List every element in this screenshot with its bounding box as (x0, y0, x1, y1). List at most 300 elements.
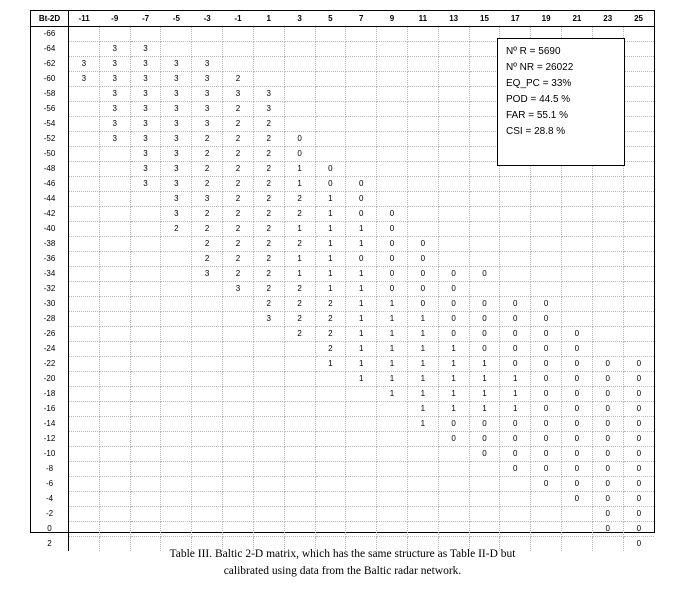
matrix-cell (592, 192, 623, 207)
matrix-cell: 0 (377, 222, 408, 237)
row-label: -18 (31, 387, 69, 402)
matrix-cell (284, 417, 315, 432)
matrix-cell (438, 252, 469, 267)
matrix-cell (192, 477, 223, 492)
matrix-cell (69, 147, 100, 162)
matrix-cell (69, 387, 100, 402)
matrix-cell (223, 357, 254, 372)
matrix-cell (192, 507, 223, 522)
matrix-cell (377, 117, 408, 132)
statistics-box (497, 38, 625, 166)
matrix-cell (130, 282, 161, 297)
row-label: -64 (31, 42, 69, 57)
matrix-cell (500, 522, 531, 537)
row-label: -54 (31, 117, 69, 132)
matrix-cell (284, 27, 315, 42)
matrix-cell (99, 507, 130, 522)
matrix-cell (346, 522, 377, 537)
matrix-cell (130, 252, 161, 267)
matrix-cell (69, 312, 100, 327)
matrix-cell (438, 27, 469, 42)
matrix-cell (377, 477, 408, 492)
matrix-cell (192, 27, 223, 42)
matrix-cell (284, 72, 315, 87)
matrix-cell: 3 (192, 192, 223, 207)
matrix-cell (161, 492, 192, 507)
matrix-cell (69, 462, 100, 477)
matrix-cell: 3 (161, 117, 192, 132)
matrix-cell: 2 (223, 162, 254, 177)
matrix-cell (161, 507, 192, 522)
matrix-cell: 1 (438, 402, 469, 417)
matrix-cell (500, 477, 531, 492)
matrix-cell (469, 102, 500, 117)
matrix-cell: 3 (99, 87, 130, 102)
matrix-cell (253, 72, 284, 87)
matrix-cell (407, 207, 438, 222)
matrix-cell (623, 207, 654, 222)
matrix-cell: 2 (253, 192, 284, 207)
matrix-cell: 2 (253, 147, 284, 162)
matrix-cell (99, 372, 130, 387)
matrix-cell (253, 507, 284, 522)
matrix-cell (500, 207, 531, 222)
row-label: -66 (31, 27, 69, 42)
matrix-cell (469, 282, 500, 297)
matrix-cell (469, 192, 500, 207)
matrix-cell: 0 (438, 312, 469, 327)
matrix-cell (192, 492, 223, 507)
matrix-cell: 3 (192, 57, 223, 72)
matrix-cell: 0 (500, 342, 531, 357)
matrix-cell: 0 (469, 327, 500, 342)
matrix-cell: 0 (500, 447, 531, 462)
matrix-cell (623, 57, 654, 72)
matrix-cell (407, 117, 438, 132)
matrix-cell (469, 507, 500, 522)
matrix-cell (623, 252, 654, 267)
matrix-cell (99, 432, 130, 447)
col-header: 5 (315, 11, 346, 27)
matrix-cell: 3 (192, 117, 223, 132)
col-header: 25 (623, 11, 654, 27)
matrix-cell (130, 237, 161, 252)
matrix-cell (346, 57, 377, 72)
matrix-cell (99, 357, 130, 372)
matrix-cell (469, 177, 500, 192)
matrix-cell (469, 522, 500, 537)
matrix-cell (407, 432, 438, 447)
matrix-cell: 0 (562, 417, 593, 432)
matrix-cell (346, 132, 377, 147)
matrix-cell (284, 477, 315, 492)
matrix-cell (253, 42, 284, 57)
matrix-cell (592, 207, 623, 222)
matrix-cell: 0 (315, 162, 346, 177)
matrix-cell (161, 282, 192, 297)
matrix-cell: 3 (161, 87, 192, 102)
matrix-cell (130, 417, 161, 432)
matrix-cell: 0 (562, 402, 593, 417)
matrix-cell (223, 27, 254, 42)
matrix-cell: 0 (346, 207, 377, 222)
matrix-cell (315, 402, 346, 417)
matrix-cell: 0 (531, 312, 562, 327)
matrix-cell: 1 (407, 402, 438, 417)
matrix-cell: 1 (346, 297, 377, 312)
row-label: -28 (31, 312, 69, 327)
matrix-cell: 0 (346, 177, 377, 192)
matrix-cell (161, 267, 192, 282)
matrix-cell (253, 462, 284, 477)
matrix-cell: 2 (223, 252, 254, 267)
matrix-cell: 3 (99, 57, 130, 72)
matrix-cell (130, 267, 161, 282)
matrix-cell: 0 (562, 372, 593, 387)
matrix-cell: 3 (161, 192, 192, 207)
col-header: -3 (192, 11, 223, 27)
matrix-cell (623, 267, 654, 282)
matrix-row (31, 357, 654, 372)
matrix-cell (192, 462, 223, 477)
matrix-cell: 2 (161, 222, 192, 237)
stat-line-pod: POD = 44.5 % (506, 94, 571, 105)
matrix-cell (346, 507, 377, 522)
col-header: 15 (469, 11, 500, 27)
row-label: -48 (31, 162, 69, 177)
matrix-cell (469, 492, 500, 507)
matrix-cell (500, 237, 531, 252)
matrix-cell (407, 132, 438, 147)
matrix-cell: 0 (438, 282, 469, 297)
matrix-cell (253, 357, 284, 372)
matrix-cell (346, 27, 377, 42)
matrix-cell (161, 432, 192, 447)
matrix-cell (130, 327, 161, 342)
matrix-cell (469, 207, 500, 222)
matrix-cell: 3 (130, 57, 161, 72)
matrix-cell: 3 (69, 72, 100, 87)
matrix-cell: 0 (623, 522, 654, 537)
stat-line-nr-nr: Nº NR = 26022 (506, 62, 574, 73)
matrix-cell (500, 252, 531, 267)
matrix-cell: 2 (284, 327, 315, 342)
matrix-cell (284, 432, 315, 447)
matrix-cell: 2 (284, 282, 315, 297)
matrix-cell: 1 (469, 372, 500, 387)
matrix-cell (407, 162, 438, 177)
matrix-cell: 0 (469, 312, 500, 327)
matrix-cell: 1 (407, 312, 438, 327)
matrix-cell: 2 (253, 297, 284, 312)
matrix-cell: 3 (130, 72, 161, 87)
matrix-cell (99, 477, 130, 492)
col-header: -11 (69, 11, 100, 27)
matrix-cell: 0 (592, 417, 623, 432)
row-label: -44 (31, 192, 69, 207)
matrix-cell (438, 177, 469, 192)
matrix-row (31, 417, 654, 432)
matrix-cell (223, 342, 254, 357)
matrix-cell (223, 447, 254, 462)
matrix-cell (315, 462, 346, 477)
matrix-cell: 3 (99, 117, 130, 132)
col-header: 7 (346, 11, 377, 27)
matrix-cell: 2 (253, 222, 284, 237)
matrix-cell (315, 57, 346, 72)
row-label: -14 (31, 417, 69, 432)
matrix-row (31, 432, 654, 447)
matrix-cell (346, 417, 377, 432)
matrix-cell: 0 (623, 477, 654, 492)
matrix-cell (161, 237, 192, 252)
matrix-row (31, 342, 654, 357)
matrix-cell (623, 312, 654, 327)
row-label: -42 (31, 207, 69, 222)
matrix-corner-label: Bt-2D (31, 11, 69, 27)
matrix-cell (223, 417, 254, 432)
matrix-cell (346, 432, 377, 447)
matrix-cell (161, 342, 192, 357)
matrix-cell: 0 (407, 282, 438, 297)
matrix-cell (130, 522, 161, 537)
matrix-cell: 0 (407, 297, 438, 312)
matrix-cell: 1 (346, 237, 377, 252)
matrix-cell (161, 522, 192, 537)
matrix-cell: 1 (284, 162, 315, 177)
matrix-cell: 2 (223, 147, 254, 162)
matrix-cell (284, 492, 315, 507)
matrix-cell: 3 (253, 102, 284, 117)
matrix-cell (469, 222, 500, 237)
matrix-cell: 1 (407, 327, 438, 342)
matrix-cell (223, 297, 254, 312)
col-header: 23 (592, 11, 623, 27)
col-header: 13 (438, 11, 469, 27)
matrix-cell (438, 477, 469, 492)
matrix-cell: 1 (407, 387, 438, 402)
matrix-cell (69, 27, 100, 42)
matrix-cell: 0 (377, 252, 408, 267)
matrix-cell (161, 462, 192, 477)
matrix-cell (623, 342, 654, 357)
matrix-cell (253, 402, 284, 417)
matrix-cell (346, 117, 377, 132)
matrix-cell: 0 (469, 447, 500, 462)
matrix-cell (592, 267, 623, 282)
matrix-cell (315, 492, 346, 507)
matrix-cell (130, 447, 161, 462)
matrix-cell (438, 207, 469, 222)
matrix-cell (438, 132, 469, 147)
matrix-cell: 2 (284, 207, 315, 222)
matrix-cell (315, 147, 346, 162)
matrix-cell (531, 522, 562, 537)
matrix-cell (377, 492, 408, 507)
matrix-cell (315, 102, 346, 117)
matrix-cell (99, 222, 130, 237)
matrix-cell (562, 222, 593, 237)
col-header: 17 (500, 11, 531, 27)
matrix-cell: 0 (438, 297, 469, 312)
matrix-cell: 1 (315, 267, 346, 282)
row-label: -38 (31, 237, 69, 252)
table-caption (60, 546, 625, 580)
matrix-cell (130, 342, 161, 357)
matrix-cell (438, 462, 469, 477)
matrix-cell (99, 492, 130, 507)
matrix-cell: 3 (192, 102, 223, 117)
col-header: -5 (161, 11, 192, 27)
matrix-cell (562, 507, 593, 522)
matrix-cell: 3 (253, 87, 284, 102)
stat-line-nr-r: Nº R = 5690 (506, 46, 561, 57)
matrix-cell (69, 507, 100, 522)
matrix-cell: 0 (531, 417, 562, 432)
matrix-cell (623, 297, 654, 312)
row-label: -34 (31, 267, 69, 282)
matrix-cell (69, 102, 100, 117)
matrix-cell (531, 222, 562, 237)
matrix-cell: 0 (315, 177, 346, 192)
matrix-cell (500, 507, 531, 522)
matrix-cell: 0 (592, 402, 623, 417)
matrix-cell (438, 522, 469, 537)
matrix-cell: 2 (315, 327, 346, 342)
matrix-cell (377, 447, 408, 462)
matrix-cell (69, 447, 100, 462)
matrix-cell: 1 (284, 222, 315, 237)
matrix-cell: 2 (253, 132, 284, 147)
matrix-cell (562, 207, 593, 222)
matrix-row (31, 297, 654, 312)
matrix-cell (130, 477, 161, 492)
matrix-cell (223, 372, 254, 387)
matrix-cell (562, 267, 593, 282)
matrix-cell: 0 (284, 132, 315, 147)
matrix-cell: 2 (223, 192, 254, 207)
matrix-cell (253, 492, 284, 507)
matrix-cell: 0 (531, 357, 562, 372)
matrix-cell: 0 (500, 327, 531, 342)
matrix-cell (377, 147, 408, 162)
matrix-cell: 2 (192, 207, 223, 222)
matrix-cell (161, 477, 192, 492)
matrix-cell (253, 432, 284, 447)
matrix-cell: 0 (592, 432, 623, 447)
matrix-cell (592, 342, 623, 357)
matrix-cell: 2 (192, 147, 223, 162)
matrix-cell (346, 402, 377, 417)
matrix-cell: 0 (346, 192, 377, 207)
matrix-cell (438, 237, 469, 252)
matrix-cell (592, 327, 623, 342)
matrix-cell (531, 252, 562, 267)
matrix-cell (346, 42, 377, 57)
matrix-cell: 1 (377, 342, 408, 357)
matrix-row (31, 492, 654, 507)
row-label: -26 (31, 327, 69, 342)
matrix-cell (161, 417, 192, 432)
matrix-cell (623, 147, 654, 162)
matrix-cell: 0 (623, 432, 654, 447)
matrix-cell: 0 (592, 522, 623, 537)
matrix-cell (377, 87, 408, 102)
matrix-cell: 0 (562, 357, 593, 372)
matrix-cell: 0 (592, 447, 623, 462)
matrix-cell (438, 102, 469, 117)
matrix-cell (192, 42, 223, 57)
matrix-cell (407, 42, 438, 57)
matrix-cell (346, 477, 377, 492)
matrix-cell (69, 132, 100, 147)
matrix-cell (223, 42, 254, 57)
matrix-cell (69, 402, 100, 417)
matrix-cell (377, 42, 408, 57)
matrix-cell (315, 417, 346, 432)
matrix-cell (377, 27, 408, 42)
matrix-cell (562, 522, 593, 537)
matrix-cell: 0 (500, 357, 531, 372)
col-header: 11 (407, 11, 438, 27)
matrix-cell: 3 (161, 162, 192, 177)
matrix-cell: 1 (377, 297, 408, 312)
matrix-cell: 0 (377, 237, 408, 252)
matrix-cell (223, 312, 254, 327)
matrix-cell: 1 (315, 282, 346, 297)
matrix-cell: 0 (531, 477, 562, 492)
matrix-cell: 1 (315, 252, 346, 267)
matrix-cell: 1 (315, 222, 346, 237)
matrix-cell: 2 (223, 177, 254, 192)
row-label: -40 (31, 222, 69, 237)
matrix-cell (69, 192, 100, 207)
matrix-cell: 2 (284, 237, 315, 252)
matrix-cell: 3 (253, 312, 284, 327)
matrix-cell (161, 297, 192, 312)
matrix-cell: 1 (407, 342, 438, 357)
matrix-cell (407, 57, 438, 72)
matrix-cell: 1 (315, 357, 346, 372)
matrix-cell (130, 507, 161, 522)
matrix-cell: 1 (284, 252, 315, 267)
matrix-cell (253, 522, 284, 537)
matrix-cell: 1 (438, 387, 469, 402)
matrix-cell: 0 (562, 447, 593, 462)
matrix-cell (315, 387, 346, 402)
matrix-cell (407, 192, 438, 207)
matrix-cell: 2 (192, 222, 223, 237)
matrix-cell (407, 87, 438, 102)
matrix-cell (69, 252, 100, 267)
row-label: -58 (31, 87, 69, 102)
matrix-cell (99, 252, 130, 267)
row-label: 0 (31, 522, 69, 537)
matrix-cell (69, 522, 100, 537)
matrix-cell: 3 (99, 42, 130, 57)
matrix-cell (469, 162, 500, 177)
matrix-cell: 3 (99, 132, 130, 147)
matrix-cell (99, 312, 130, 327)
matrix-cell (407, 177, 438, 192)
matrix-cell (99, 462, 130, 477)
matrix-cell (469, 477, 500, 492)
matrix-cell: 3 (223, 87, 254, 102)
matrix-cell: 2 (253, 207, 284, 222)
matrix-cell (315, 507, 346, 522)
matrix-cell (346, 387, 377, 402)
col-header: -9 (99, 11, 130, 27)
